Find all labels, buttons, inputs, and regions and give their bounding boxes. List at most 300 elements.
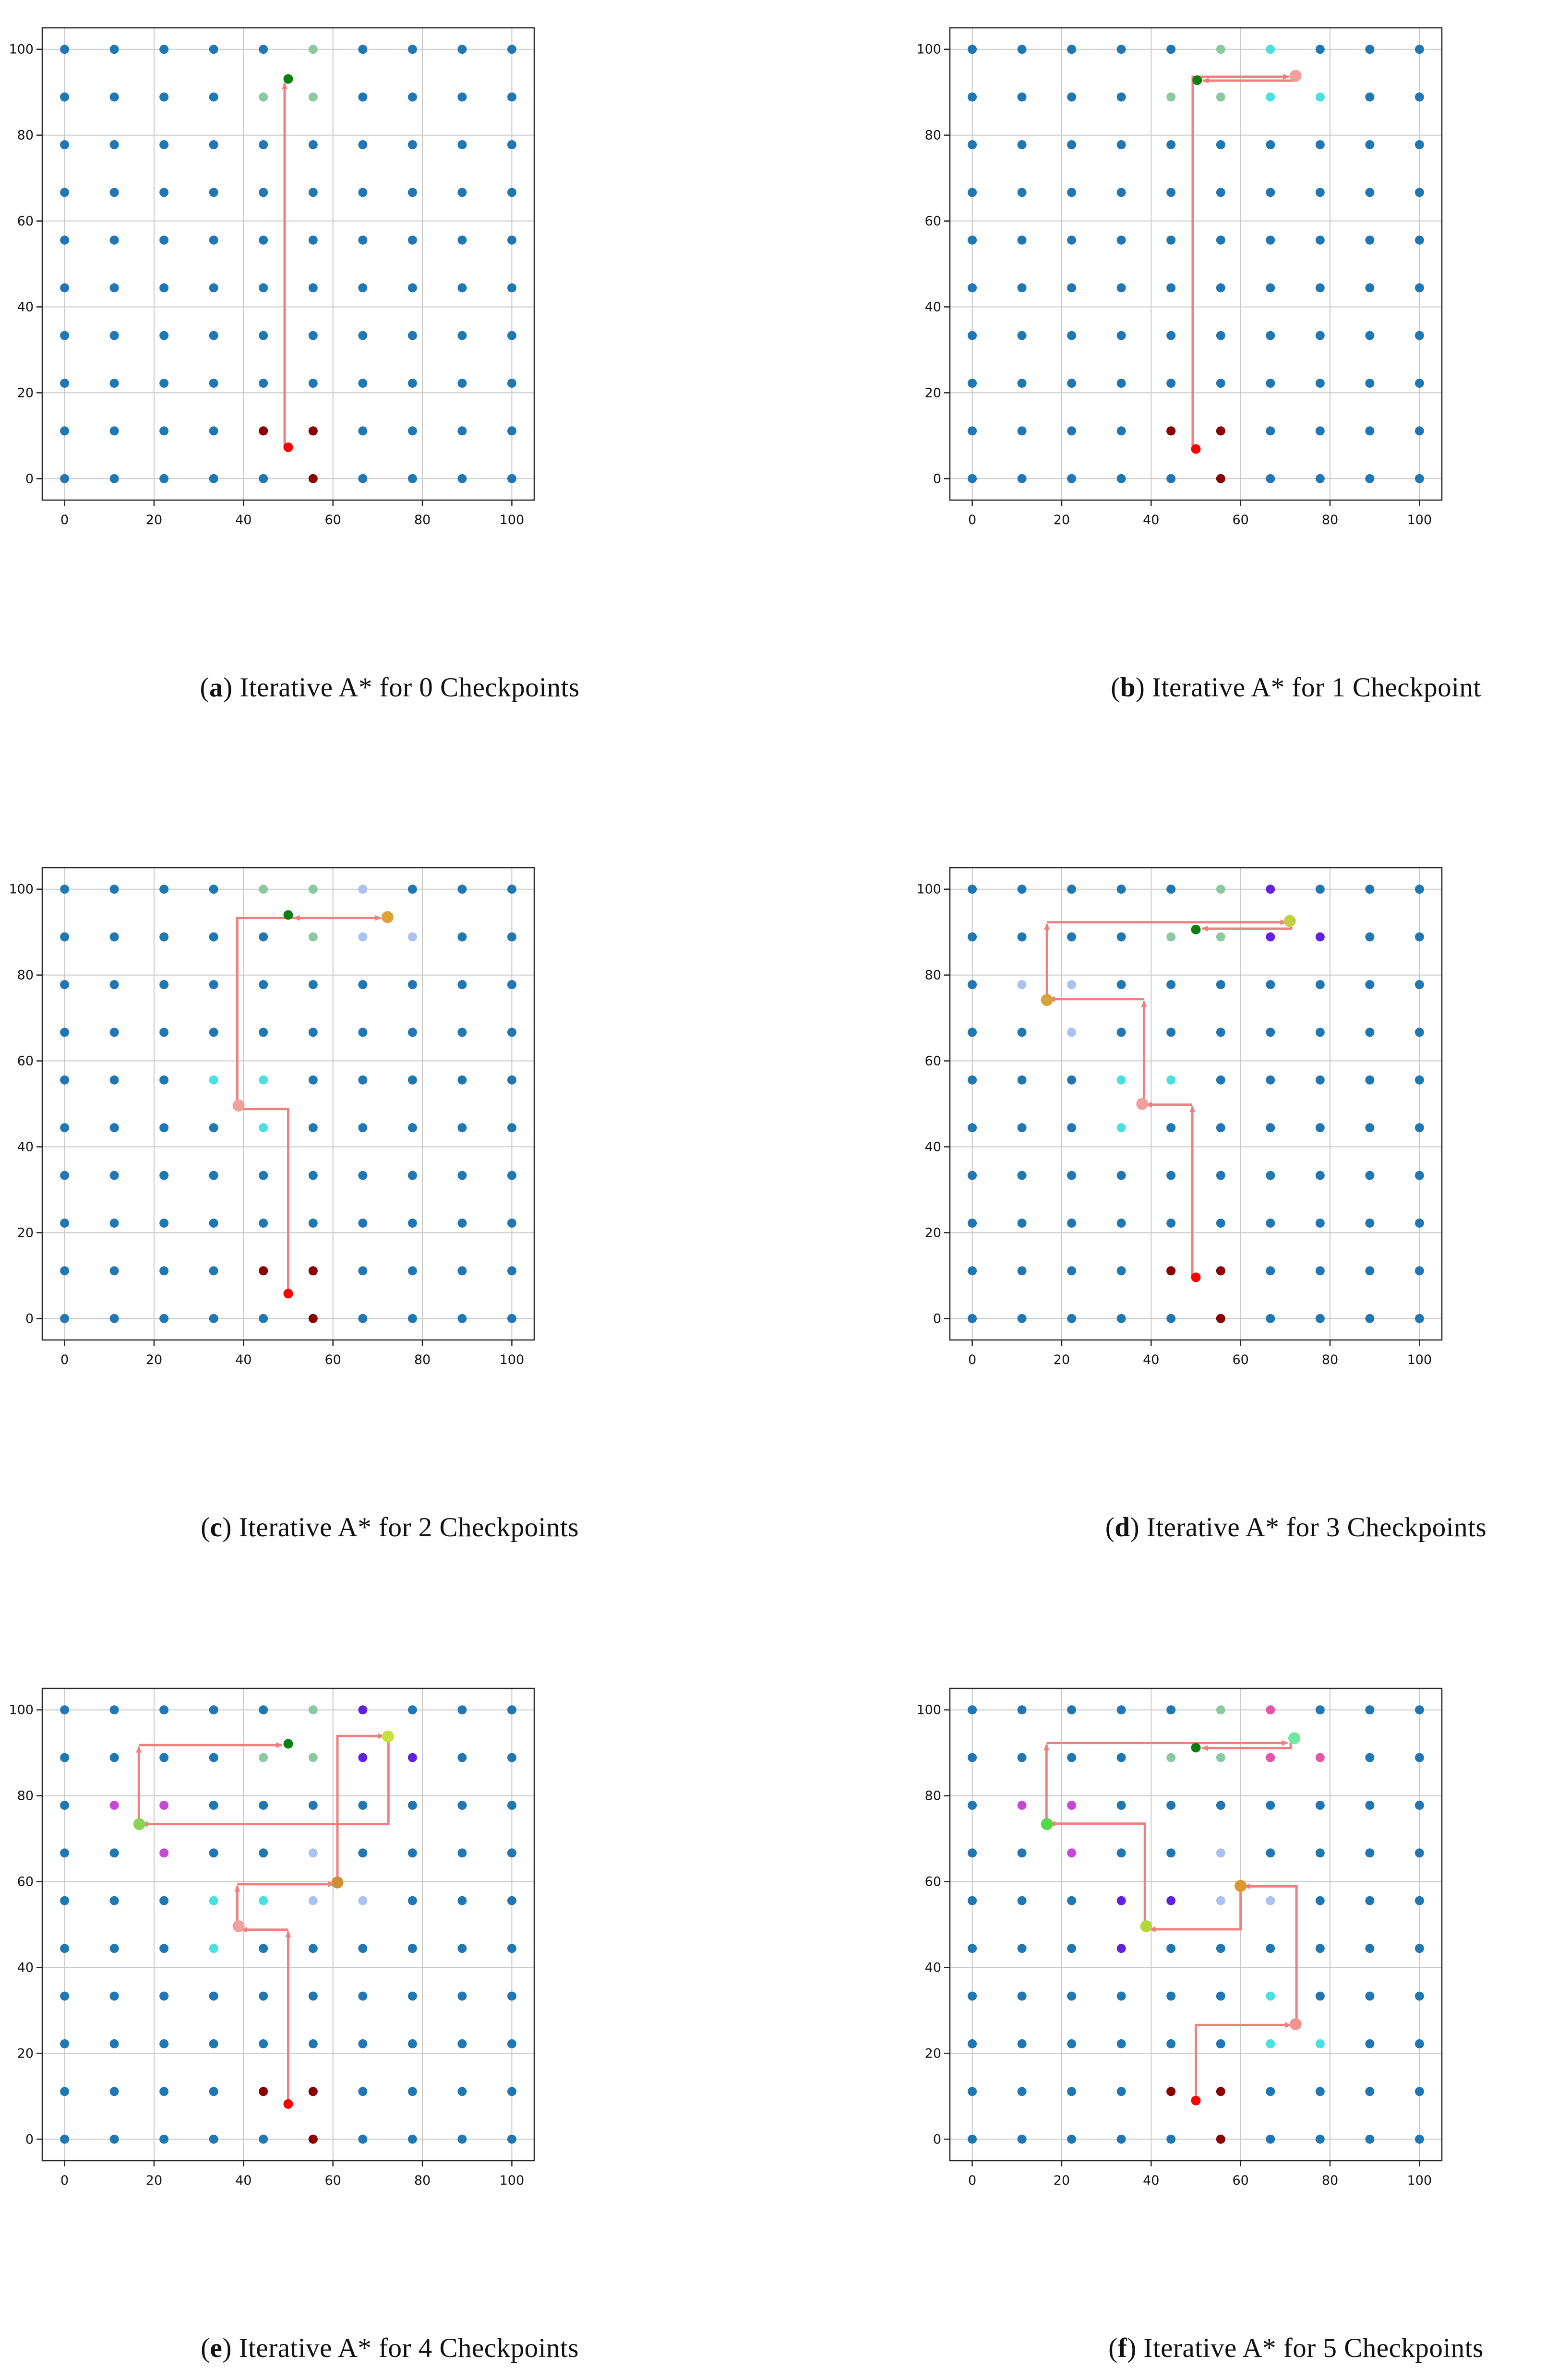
subplot-f [912, 1665, 1464, 2265]
checkpoint-dot [1284, 915, 1296, 927]
grid-dot [1018, 1076, 1027, 1085]
xtick-label-80: 80 [1321, 1352, 1339, 1367]
grid-dot [1415, 1848, 1424, 1857]
grid-dot [1415, 1171, 1424, 1180]
grid-dot [110, 2135, 119, 2144]
goal-dot [1191, 1743, 1201, 1752]
obstacle-dot [309, 474, 318, 483]
ytick-label-100: 100 [916, 882, 941, 897]
caption-d-close: ) [1130, 1512, 1147, 1543]
grid-dot [110, 140, 119, 149]
grid-dot [1266, 2135, 1275, 2144]
grid-dots [968, 45, 1424, 483]
start-dot [1191, 1272, 1201, 1282]
grid-dot [507, 1992, 516, 2001]
grid-dot [110, 45, 119, 54]
grid-dot [1117, 1992, 1126, 2001]
goal-dot [1192, 75, 1202, 85]
grid-dot [1117, 140, 1126, 149]
grid-dot [1316, 1753, 1325, 1762]
grid-dot [457, 1171, 467, 1180]
grid-dot [1266, 1753, 1275, 1762]
grid-dot [1216, 188, 1225, 197]
grid-dot [408, 93, 417, 102]
grid-dot [1365, 93, 1374, 102]
grid-dot [259, 1123, 268, 1132]
grid-dot [1018, 885, 1027, 894]
grid-dot [110, 474, 119, 483]
grid-dot [1166, 1314, 1175, 1323]
grid-dot [1067, 379, 1076, 388]
checkpoint-dot [1234, 1880, 1246, 1892]
grid-dot [1117, 379, 1126, 388]
grid-dot [457, 1266, 467, 1275]
grid-dot [1166, 45, 1175, 54]
grid-dot [1216, 1076, 1225, 1085]
grid-dot [1067, 426, 1076, 435]
obstacle-dot [1166, 1266, 1175, 1275]
grid-dot [507, 1753, 516, 1762]
grid-dot [1266, 1944, 1275, 1953]
grid-dot [209, 1266, 218, 1275]
goal-dot [284, 1739, 293, 1748]
grid-dot [358, 1944, 367, 1953]
xtick-label-100: 100 [499, 2173, 525, 2188]
obstacle-dot [1216, 2087, 1225, 2096]
grid-dot [1266, 1171, 1275, 1180]
xtick-label-0: 0 [60, 2173, 69, 2188]
grid-dot [1018, 426, 1027, 435]
grid-dot [1117, 331, 1126, 340]
grid-dot [1018, 1801, 1027, 1810]
grid-dot [110, 188, 119, 197]
grid-dot [1018, 2039, 1027, 2048]
grid-dot [1415, 885, 1424, 894]
grid-dot [1166, 1076, 1175, 1085]
grid-dot [1316, 331, 1325, 340]
obstacle-dots [259, 426, 318, 483]
grid-dot [259, 1219, 268, 1228]
grid-dot [309, 140, 318, 149]
grid-dot [1415, 93, 1424, 102]
grid-dot [1018, 1848, 1027, 1857]
grid-dot [309, 331, 318, 340]
grid-dot [358, 1219, 367, 1228]
grid-dot [1067, 2039, 1076, 2048]
grid-dot [159, 2039, 168, 2048]
grid-dot [110, 1801, 119, 1810]
grid-dot [209, 474, 218, 483]
ytick-label-0: 0 [25, 471, 34, 487]
grid-dot [259, 140, 268, 149]
caption-c-label: c [210, 1512, 223, 1543]
grid-dot [1365, 1028, 1374, 1037]
grid-dot [1266, 933, 1275, 942]
grid-dot [408, 1753, 417, 1762]
grid-dot [1216, 1028, 1225, 1037]
grid-dot [457, 885, 467, 894]
grid-dot [60, 1123, 69, 1132]
grid-dot [968, 1171, 977, 1180]
grid-dot [968, 1848, 977, 1857]
xtick-label-60: 60 [324, 2173, 341, 2188]
grid-dot [507, 2135, 516, 2144]
grid-dot [259, 236, 268, 245]
grid-dot [968, 1266, 977, 1275]
start-dot [284, 2099, 293, 2109]
grid-dot [209, 45, 218, 54]
xtick-label-60: 60 [1232, 1352, 1249, 1367]
xtick-label-0: 0 [968, 1352, 977, 1367]
subplot-c [5, 845, 557, 1445]
grid-dot [1415, 140, 1424, 149]
grid-dot [1117, 1848, 1126, 1857]
grid-dot [309, 1219, 318, 1228]
grid-dot [159, 1266, 168, 1275]
grid-dot [358, 980, 367, 989]
grid-dot [1166, 283, 1175, 292]
grid-dot [968, 2039, 977, 2048]
grid-dot [309, 1076, 318, 1085]
xtick-label-80: 80 [1321, 2173, 1339, 2188]
grid-dot [1067, 2087, 1076, 2096]
grid-dot [1067, 93, 1076, 102]
grid-dot [60, 980, 69, 989]
grid-dot [1316, 1896, 1325, 1905]
grid-dot [1316, 1801, 1325, 1810]
caption-a-label: a [209, 672, 223, 703]
grid-dot [1216, 1219, 1225, 1228]
grid-dot [1266, 140, 1275, 149]
grid-dot [457, 980, 467, 989]
grid-dot [60, 1314, 69, 1323]
ytick-label-40: 40 [924, 1139, 941, 1155]
grid-dot [1018, 1219, 1027, 1228]
grid-dot [309, 379, 318, 388]
start-dot [284, 443, 293, 452]
grid-dot [159, 1992, 168, 2001]
grid-dot [1117, 1705, 1126, 1714]
grid-dot [159, 2135, 168, 2144]
grid-dot [968, 45, 977, 54]
grid-dot [209, 1028, 218, 1037]
xtick-label-40: 40 [1143, 513, 1160, 527]
grid-dot [1415, 45, 1424, 54]
grid-dot [209, 426, 218, 435]
grid-dot [1316, 1314, 1325, 1323]
astar-path [139, 1736, 388, 2104]
grid-dot [60, 1896, 69, 1905]
grid-dot [358, 1171, 367, 1180]
grid-dot [408, 188, 417, 197]
grid-dot [1067, 1896, 1076, 1905]
grid-dot [60, 426, 69, 435]
grid-dot [457, 1076, 467, 1085]
grid-dot [408, 1219, 417, 1228]
grid-dot [309, 236, 318, 245]
grid-dot [259, 2135, 268, 2144]
path-segment [1196, 2025, 1291, 2100]
grid-dot [1415, 1753, 1424, 1762]
grid-dot [1216, 1123, 1225, 1132]
grid-dot [1166, 188, 1175, 197]
obstacle-dot [1166, 426, 1175, 435]
caption-f [1108, 2332, 1484, 2364]
ytick-label-0: 0 [933, 471, 941, 487]
grid-dot [1018, 980, 1027, 989]
grid-dot [1266, 474, 1275, 483]
grid-dot [110, 331, 119, 340]
grid-dot [159, 1896, 168, 1905]
grid-dot [159, 1753, 168, 1762]
grid-dot [159, 1848, 168, 1857]
grid-dot [309, 283, 318, 292]
grid-dot [1216, 1801, 1225, 1810]
grid-dot [1365, 1314, 1374, 1323]
grid-dot [1117, 93, 1126, 102]
grid-dot [110, 283, 119, 292]
caption-c-open: ( [201, 1512, 210, 1543]
grid-dot [1166, 1028, 1175, 1037]
grid-dot [60, 236, 69, 245]
grid-dot [968, 1314, 977, 1323]
ytick-label-100: 100 [916, 42, 941, 57]
grid-dot [1415, 1896, 1424, 1905]
grid-dot [1365, 2135, 1374, 2144]
grid-dot [358, 2135, 367, 2144]
subplot-a [5, 5, 557, 605]
grid-dot [1018, 45, 1027, 54]
grid-dot [408, 1848, 417, 1857]
grid-dot [1117, 1123, 1126, 1132]
grid-dot [159, 1801, 168, 1810]
grid-dot [408, 1076, 417, 1085]
grid-dot [358, 2087, 367, 2096]
grid-dot [1018, 1028, 1027, 1037]
grid-dot [1365, 426, 1374, 435]
grid-dot [159, 283, 168, 292]
grid-dot [1018, 1944, 1027, 1953]
grid-dot [1018, 474, 1027, 483]
grid-dot [159, 980, 168, 989]
grid-dot [507, 1171, 516, 1180]
grid-dot [358, 1314, 367, 1323]
xtick-label-60: 60 [1232, 2173, 1249, 2188]
grid-dot [358, 1028, 367, 1037]
grid-dot [1266, 1705, 1275, 1714]
grid-dot [60, 2087, 69, 2096]
grid-dot [968, 1992, 977, 2001]
grid-dot [457, 93, 467, 102]
grid-dot [1067, 45, 1076, 54]
grid-dot [60, 1753, 69, 1762]
grid-dot [1166, 1705, 1175, 1714]
grid-dot [110, 1896, 119, 1905]
grid-dot [1067, 1944, 1076, 1953]
path-segment [1245, 1886, 1296, 2024]
grid-dot [1067, 1266, 1076, 1275]
grid-dot [60, 474, 69, 483]
grid-dot [1415, 236, 1424, 245]
checkpoint-dot [1140, 1920, 1152, 1932]
grid-dot [1018, 1266, 1027, 1275]
ytick-label-40: 40 [924, 1960, 941, 1975]
grid-dot [1266, 1028, 1275, 1037]
obstacle-dot [309, 426, 318, 435]
grid-dot [309, 45, 318, 54]
obstacle-dot [309, 2135, 318, 2144]
ytick-label-100: 100 [916, 1702, 941, 1718]
obstacle-dot [259, 2087, 268, 2096]
grid-dot [1117, 1219, 1126, 1228]
grid-dot [1018, 1705, 1027, 1714]
grid-dot [1018, 1753, 1027, 1762]
grid-dot [507, 1944, 516, 1953]
grid-dot [1365, 1992, 1374, 2001]
ytick-label-60: 60 [17, 1874, 34, 1890]
grid-dot [209, 1896, 218, 1905]
grid-dot [110, 93, 119, 102]
grid-dot [259, 283, 268, 292]
grid-dot [968, 1028, 977, 1037]
xtick-label-40: 40 [235, 2173, 252, 2188]
grid-dot [1018, 933, 1027, 942]
grid-dot [1415, 1266, 1424, 1275]
grid-dot [1266, 1219, 1275, 1228]
caption-e [201, 2332, 579, 2364]
grid-dot [1216, 933, 1225, 942]
grid-dot [1266, 236, 1275, 245]
grid-dot [408, 2087, 417, 2096]
grid-dot [1266, 1314, 1275, 1323]
grid-dot [1415, 1992, 1424, 2001]
grid-dot [1216, 140, 1225, 149]
xtick-label-20: 20 [1053, 1352, 1070, 1367]
grid-dot [507, 1848, 516, 1857]
grid-dot [1266, 980, 1275, 989]
grid-dot [968, 283, 977, 292]
grid-dot [457, 188, 467, 197]
grid-dot [1266, 1076, 1275, 1085]
grid-dot [457, 1314, 467, 1323]
xtick-label-40: 40 [235, 1352, 252, 1367]
grid-dot [60, 1992, 69, 2001]
checkpoint-dot [382, 1731, 394, 1743]
grid-dot [259, 885, 268, 894]
grid-dot [209, 236, 218, 245]
xtick-label-80: 80 [414, 2173, 431, 2188]
grid-dot [60, 1848, 69, 1857]
grid-dot [408, 980, 417, 989]
caption-d-label: d [1115, 1512, 1130, 1543]
xtick-label-60: 60 [1232, 513, 1249, 527]
grid-dot [507, 933, 516, 942]
grid-dot [358, 426, 367, 435]
grid-dot [358, 933, 367, 942]
grid-dot [1266, 1848, 1275, 1857]
grid-dot [507, 1076, 516, 1085]
grid-dot [1365, 1219, 1374, 1228]
grid-dot [1067, 1219, 1076, 1228]
ytick-label-40: 40 [17, 299, 34, 315]
grid-dot [159, 140, 168, 149]
grid-dot [358, 1123, 367, 1132]
grid-dot [1166, 1171, 1175, 1180]
grid-dot [60, 2135, 69, 2144]
grid-dot [1365, 980, 1374, 989]
grid-dot [1166, 1801, 1175, 1810]
grid-dot [259, 1992, 268, 2001]
grid-dot [1216, 885, 1225, 894]
grid-dot [1316, 1848, 1325, 1857]
start-dot [1191, 444, 1201, 454]
grid-dot [408, 933, 417, 942]
grid-dot [507, 379, 516, 388]
grid-dot [60, 1171, 69, 1180]
grid-dot [1415, 1076, 1424, 1085]
grid-dot [1266, 1896, 1275, 1905]
grid-dot [968, 885, 977, 894]
grid-dot [1316, 93, 1325, 102]
grid-dot [968, 2135, 977, 2144]
grid-dot [457, 236, 467, 245]
grid-dot [259, 933, 268, 942]
grid-dot [1316, 1266, 1325, 1275]
grid-dot [60, 1219, 69, 1228]
path-segment [1050, 1824, 1145, 1929]
grid-dot [1365, 2039, 1374, 2048]
ytick-label-60: 60 [924, 214, 941, 229]
grid-dot [1365, 1896, 1374, 1905]
grid-dot [259, 1753, 268, 1762]
grid-dot [60, 283, 69, 292]
grid-dot [968, 426, 977, 435]
grid-dot [1018, 236, 1027, 245]
grid-dot [457, 1123, 467, 1132]
subplot-d [912, 845, 1464, 1445]
obstacle-dot [259, 1266, 268, 1275]
grid-dot [1365, 140, 1374, 149]
grid-dot [60, 1076, 69, 1085]
ytick-label-20: 20 [924, 385, 941, 401]
grid-dot [1018, 1123, 1027, 1132]
grid-dot [209, 93, 218, 102]
grid-dot [1415, 1219, 1424, 1228]
grid-dot [507, 188, 516, 197]
obstacle-dot [309, 1266, 318, 1275]
grid-dot [309, 1753, 318, 1762]
caption-f-open: ( [1108, 2333, 1118, 2363]
grid-dot [1018, 140, 1027, 149]
grid-dot [1067, 1753, 1076, 1762]
grid-dot [60, 1705, 69, 1714]
caption-d [1105, 1512, 1486, 1543]
grid-dot [968, 140, 977, 149]
grid-dot [408, 2039, 417, 2048]
grid-dot [209, 1123, 218, 1132]
grid-dot [110, 1266, 119, 1275]
grid-dot [1067, 1123, 1076, 1132]
grid-dot [60, 933, 69, 942]
grid-dot [60, 379, 69, 388]
ytick-label-40: 40 [17, 1139, 34, 1155]
grid-dot [1117, 980, 1126, 989]
grid-dot [1365, 1848, 1374, 1857]
astar-path [237, 918, 381, 1294]
xtick-label-100: 100 [1407, 513, 1432, 527]
grid-dot [1365, 2087, 1374, 2096]
checkpoint-dot [233, 1100, 245, 1112]
